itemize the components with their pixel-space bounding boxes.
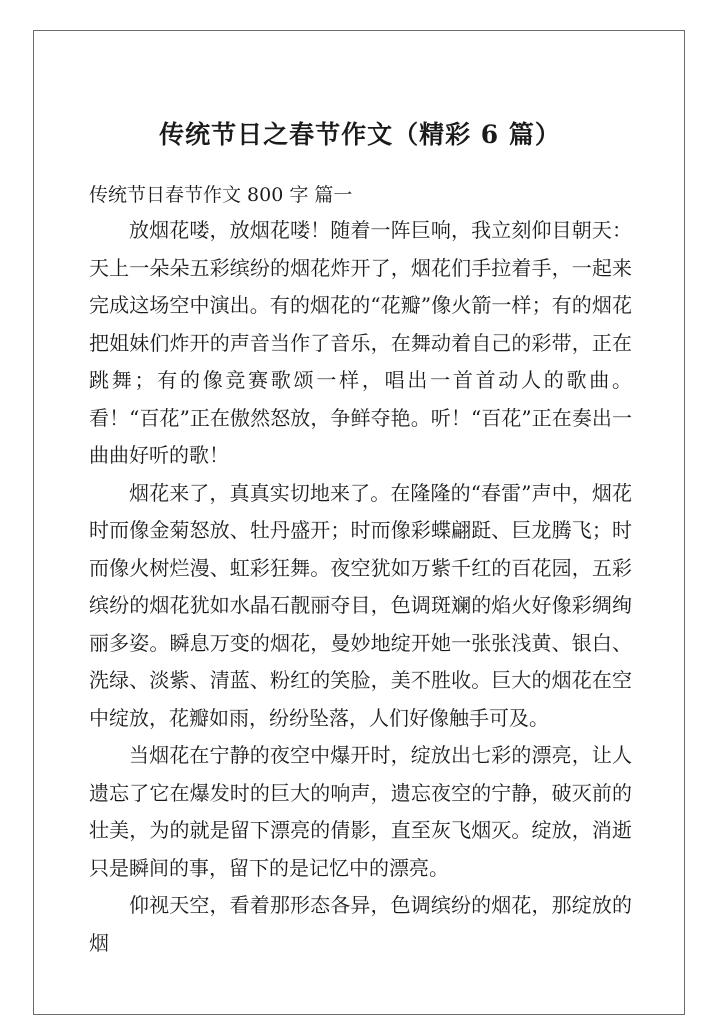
paragraph-4: 仰视天空，看着那形态各异，色调缤纷的烟花，那绽放的烟 (89, 893, 632, 955)
paragraph-3: 当烟花在宁静的夜空中爆开时，绽放出七彩的漂亮，让人遗忘了它在爆发时的巨大的响声，遗忘夜空的宁静，破灭前的壮美，为的就是留下漂亮的倩影，直至灰飞烟灭。绽放，消逝只是瞬间的事，留下的是记忆中的漂亮。 (89, 743, 632, 880)
paragraph-1: 放烟花喽，放烟花喽！随着一阵巨响，我立刻仰目朝天：天上一朵朵五彩缤纷的烟花炸开了，烟花们手拉着手，一起来完成这场空中演出。有的烟花的“花瓣”像火箭一样；有的烟花把姐妹们炸开的声音当作了音乐，在舞动着自己的彩带，正在跳舞；有的像竞赛歌颂一样，唱出一首首动人的歌曲。看！“百花”正在傲然怒放，争鲜夺艳。听！“百花”正在奏出一曲曲好听的歌！ (89, 218, 632, 467)
document-title: 传统节日之春节作文（精彩 6 篇） (159, 120, 561, 149)
essay-subtitle: 传统节日春节作文 800 字 篇一 (89, 184, 353, 206)
essay-body (89, 212, 632, 962)
paragraph-2: 烟花来了，真真实切地来了。在隆隆的“春雷”声中，烟花时而像金菊怒放、牡丹盛开；时而像彩蝶翩跹、巨龙腾飞；时而像火树烂漫、虹彩狂舞。夜空犹如万紫千红的百花园，五彩缤纷的烟花犹如水晶石靓丽夺目，色调斑斓的焰火好像彩绸绚丽多姿。瞬息万变的烟花，曼妙地绽开她一张张浅黄、银白、洗绿、淡紫、清蓝、粉红的笑脸，美不胜收。巨大的烟花在空中绽放，花瓣如雨，纷纷坠落，人们好像触手可及。 (89, 480, 632, 730)
